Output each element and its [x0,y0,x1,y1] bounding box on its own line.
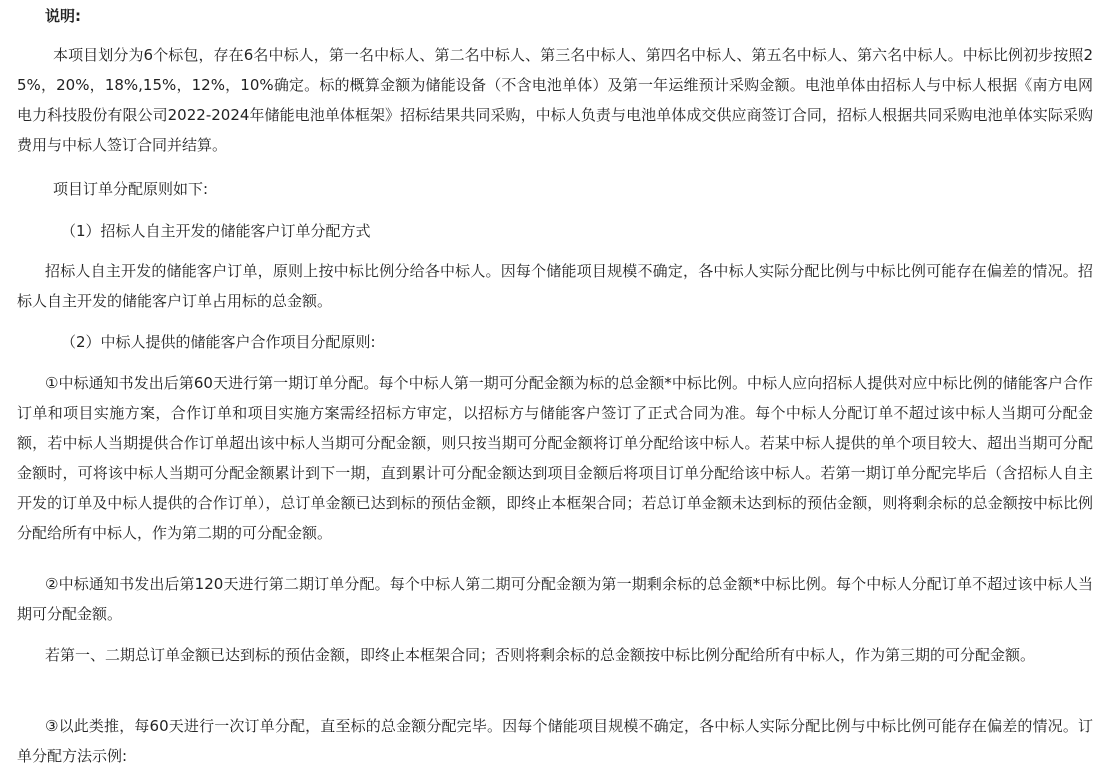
paragraph-subsequent-periods: ③以此类推，每60天进行一次订单分配，直至标的总金额分配完毕。因每个储能项目规模不确定，各中标人实际分配比例与中标比例可能存在偏差的情况。订单分配方法示例: [17,717,1093,765]
subheading-self-developed-orders: （1）招标人自主开发的储能客户订单分配方式 [61,222,371,240]
paragraph-second-period: ②中标通知书发出后第120天进行第二期订单分配。每个中标人第二期可分配金额为第一期剩余标的总金额*中标比例。每个中标人分配订单不超过该中标人当期可分配金额。 [17,575,1093,623]
subheading-partner-orders: （2）中标人提供的储能客户合作项目分配原则: [61,333,376,351]
paragraph-third-period: 若第一、二期总订单金额已达到标的预估金额，即终止本框架合同；否则将剩余标的总金额按中标比例分配给所有中标人，作为第三期的可分配金额。 [45,646,1036,664]
paragraph-first-period: ①中标通知书发出后第60天进行第一期订单分配。每个中标人第一期可分配金额为标的总金额*中标比例。中标人应向招标人提供对应中标比例的储能客户合作订单和项目实施方案，合作订单和项目实施方案需经招标方审定，以招标方与储能客户签订了正式合同为准。每个中标人分配订单不超过该中标人当期可分配金额，若中标人当期提供合作订单超出该中标人当期可分配金额，则只按当期可分配金额将订单分配给该中标人。若某中标人提供的单个项目较大、超出当期可分配金额时，可将该中标人当期可分配金额累计到下一期，直到累计可分配金额达到项目金额后将项目订单分配给该中标人。若第一期订单分配完毕后（含招标人自主开发的订单及中标人提供的合作订单），总订单金额已达到标的预估金额，即终止本框架合同；若总订单金额未达到标的预估金额，则将剩余标的总金额按中标比例分配给所有中标人，作为第二期的可分配金额。 [17,374,1093,542]
section-heading: 说明: [45,7,81,25]
paragraph-overview: 本项目划分为6个标包，存在6名中标人，第一名中标人、第二名中标人、第三名中标人、第四名中标人、第五名中标人、第六名中标人。中标比例初步按照25%，20%，18%,15%，12%，10%确定。标的概算金额为储能设备（不含电池单体）及第一年运维预计采购金额。电池单体由招标人与中标人根据《南方电网电力科技股份有限公司2022-2024年储能电池单体框架》招标结果共同采购，中标人负责与电池单体成交供应商签订合同，招标人根据共同采购电池单体实际采购费用与中标人签订合同并结算。 [17,46,1093,154]
paragraph-self-developed-orders: 招标人自主开发的储能客户订单，原则上按中标比例分给各中标人。因每个储能项目规模不确定，各中标人实际分配比例与中标比例可能存在偏差的情况。招标人自主开发的储能客户订单占用标的总金额。 [17,262,1093,310]
paragraph-allocation-principles: 项目订单分配原则如下: [53,180,209,198]
